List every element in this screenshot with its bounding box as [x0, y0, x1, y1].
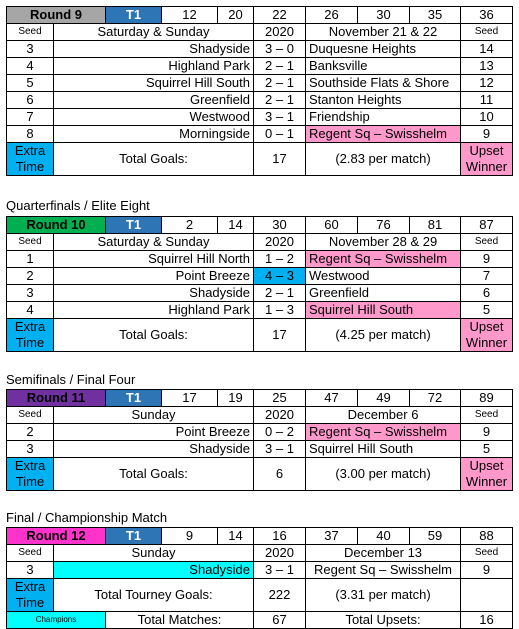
per-match: (4.25 per match): [306, 319, 461, 352]
away-team: Banksville: [306, 58, 461, 75]
round9-table: [6, 6, 513, 176]
score: 2 – 1: [254, 58, 306, 75]
seed-away: 9: [461, 562, 513, 579]
score: 2 – 1: [254, 75, 306, 92]
upset-winner-legend: Upset Winner: [461, 143, 513, 176]
table-row: [7, 268, 513, 285]
round9-info-row: [7, 24, 513, 41]
round10-info-row: [7, 234, 513, 251]
total-goals-label: Total Goals:: [54, 143, 254, 176]
home-team: Shadyside: [54, 41, 254, 58]
seed-away: 11: [461, 92, 513, 109]
seed-home: 8: [7, 126, 54, 143]
seed-away: 5: [461, 302, 513, 319]
home-team: Highland Park: [54, 302, 254, 319]
table-row: [7, 75, 513, 92]
score: 3 – 1: [254, 109, 306, 126]
seed-home: 3: [7, 285, 54, 302]
totals-row: [7, 143, 513, 176]
seed-header: Seed: [7, 545, 54, 562]
away-team: Westwood: [306, 268, 461, 285]
round11-num: 19: [218, 390, 254, 407]
seed-away: 5: [461, 441, 513, 458]
total-matches-value: 67: [254, 612, 306, 629]
seed-home: 3: [7, 562, 54, 579]
round11-table: [6, 389, 513, 491]
per-match: (3.31 per match): [306, 579, 461, 612]
score: 2 – 1: [254, 92, 306, 109]
seed-home: 3: [7, 441, 54, 458]
round12-date: December 13: [306, 545, 461, 562]
round9-t1: T1: [106, 7, 162, 24]
tourney-totals-row: [7, 612, 513, 629]
extra-time-legend: Extra Time: [7, 143, 54, 176]
round11-num: 25: [254, 390, 306, 407]
round12-num: 88: [461, 528, 513, 545]
round12-num: 14: [218, 528, 254, 545]
round9-year: 2020: [254, 24, 306, 41]
round11-date: December 6: [306, 407, 461, 424]
seed-away: 9: [461, 424, 513, 441]
round10-num: 81: [410, 217, 461, 234]
away-team-upset: Regent Sq – Swisshelm: [306, 126, 461, 143]
final-title: Final / Championship Match: [6, 510, 168, 525]
round10-num: 14: [218, 217, 254, 234]
champion-team: Shadyside: [54, 562, 254, 579]
home-team: Shadyside: [54, 285, 254, 302]
total-upsets-label: Total Upsets:: [306, 612, 461, 629]
seed-home: 4: [7, 302, 54, 319]
seed-away: 12: [461, 75, 513, 92]
round11-info-row: [7, 407, 513, 424]
round9-date: November 21 & 22: [306, 24, 461, 41]
total-goals-label: Total Goals:: [54, 458, 254, 491]
seed-away: 6: [461, 285, 513, 302]
round11-num: 72: [410, 390, 461, 407]
round9-num: 22: [254, 7, 306, 24]
away-team: Southside Flats & Shore: [306, 75, 461, 92]
away-team-upset: Regent Sq – Swisshelm: [306, 424, 461, 441]
round10-num: 76: [358, 217, 410, 234]
round11-num: 49: [358, 390, 410, 407]
round9-num: 26: [306, 7, 358, 24]
round10-num: 2: [162, 217, 218, 234]
seed-header: Seed: [7, 234, 54, 251]
round10-year: 2020: [254, 234, 306, 251]
round10-table: [6, 216, 513, 352]
seed-away: 7: [461, 268, 513, 285]
seed-home: 5: [7, 75, 54, 92]
round10-t1: T1: [106, 217, 162, 234]
home-team: Point Breeze: [54, 424, 254, 441]
round12-label: Round 12: [7, 528, 106, 545]
tourney-goals-row: [7, 579, 513, 612]
seed-home: 4: [7, 58, 54, 75]
seed-header: Seed: [461, 545, 513, 562]
away-team-upset: Regent Sq – Swisshelm: [306, 251, 461, 268]
score: 2 – 1: [254, 285, 306, 302]
total-upsets-value: 16: [461, 612, 513, 629]
score: 1 – 3: [254, 302, 306, 319]
round9-num: 30: [358, 7, 410, 24]
round12-info-row: [7, 545, 513, 562]
home-team: Highland Park: [54, 58, 254, 75]
round11-label: Round 11: [7, 390, 106, 407]
total-tourney-goals-label: Total Tourney Goals:: [54, 579, 254, 612]
seed-home: 7: [7, 109, 54, 126]
away-team: Regent Sq – Swisshelm: [306, 562, 461, 579]
home-team: Shadyside: [54, 441, 254, 458]
total-goals-value: 17: [254, 319, 306, 352]
round9-num: 35: [410, 7, 461, 24]
totals-row: [7, 319, 513, 352]
extra-time-legend: Extra Time: [7, 319, 54, 352]
round9-label: Round 9: [7, 7, 106, 24]
away-team-upset: Squirrel Hill South: [306, 302, 461, 319]
round11-num: 89: [461, 390, 513, 407]
seed-home: 6: [7, 92, 54, 109]
home-team: Westwood: [54, 109, 254, 126]
total-matches-label: Total Matches:: [106, 612, 254, 629]
table-row: [7, 441, 513, 458]
upset-winner-legend: Upset Winner: [461, 319, 513, 352]
total-goals-value: 17: [254, 143, 306, 176]
round10-num: 60: [306, 217, 358, 234]
table-row: [7, 41, 513, 58]
seed-home: 1: [7, 251, 54, 268]
round12-day: Sunday: [54, 545, 254, 562]
round10-header-row: [7, 217, 513, 234]
round12-table: [6, 527, 513, 629]
upset-winner-legend: Upset Winner: [461, 458, 513, 491]
round12-num: 40: [358, 528, 410, 545]
seed-away: 10: [461, 109, 513, 126]
table-row: [7, 424, 513, 441]
away-team: Stanton Heights: [306, 92, 461, 109]
score: 3 – 0: [254, 41, 306, 58]
round12-num: 9: [162, 528, 218, 545]
seed-away: 13: [461, 58, 513, 75]
per-match: (3.00 per match): [306, 458, 461, 491]
table-row: [7, 562, 513, 579]
extra-time-legend: Extra Time: [7, 458, 54, 491]
away-team: Greenfield: [306, 285, 461, 302]
round9-num: 36: [461, 7, 513, 24]
round10-num: 87: [461, 217, 513, 234]
table-row: [7, 302, 513, 319]
score: 3 – 1: [254, 441, 306, 458]
table-row: [7, 285, 513, 302]
round9-day: Saturday & Sunday: [54, 24, 254, 41]
totals-row: [7, 458, 513, 491]
home-team: Squirrel Hill North: [54, 251, 254, 268]
round12-num: 16: [254, 528, 306, 545]
round10-day: Saturday & Sunday: [54, 234, 254, 251]
score: 0 – 2: [254, 424, 306, 441]
score-extra-time: 4 – 3: [254, 268, 306, 285]
round11-num: 47: [306, 390, 358, 407]
seed-header: Seed: [7, 24, 54, 41]
away-team: Squirrel Hill South: [306, 441, 461, 458]
seed-home: 2: [7, 424, 54, 441]
seed-away: 9: [461, 251, 513, 268]
round12-num: 59: [410, 528, 461, 545]
quarterfinals-title: Quarterfinals / Elite Eight: [6, 198, 150, 213]
table-row: [7, 126, 513, 143]
total-goals-value: 6: [254, 458, 306, 491]
home-team: Squirrel Hill South: [54, 75, 254, 92]
round10-num: 30: [254, 217, 306, 234]
table-row: [7, 92, 513, 109]
seed-away: 9: [461, 126, 513, 143]
round10-label: Round 10: [7, 217, 106, 234]
score: 0 – 1: [254, 126, 306, 143]
total-tourney-goals-value: 222: [254, 579, 306, 612]
seed-header: Seed: [461, 24, 513, 41]
seed-away: 14: [461, 41, 513, 58]
score: 3 – 1: [254, 562, 306, 579]
round11-num: 17: [162, 390, 218, 407]
home-team: Morningside: [54, 126, 254, 143]
round12-year: 2020: [254, 545, 306, 562]
seed-header: Seed: [461, 407, 513, 424]
round11-header-row: [7, 390, 513, 407]
seed-home: 3: [7, 41, 54, 58]
round12-t1: T1: [106, 528, 162, 545]
round11-year: 2020: [254, 407, 306, 424]
score: 1 – 2: [254, 251, 306, 268]
seed-header: Seed: [461, 234, 513, 251]
round11-t1: T1: [106, 390, 162, 407]
round9-num: 12: [162, 7, 218, 24]
table-row: [7, 109, 513, 126]
away-team: Duquesne Heights: [306, 41, 461, 58]
total-goals-label: Total Goals:: [54, 319, 254, 352]
away-team: Friendship: [306, 109, 461, 126]
table-row: [7, 251, 513, 268]
round11-day: Sunday: [54, 407, 254, 424]
empty-cell: [461, 579, 513, 612]
extra-time-legend: Extra Time: [7, 579, 54, 612]
champions-legend: Champions: [7, 612, 106, 629]
round10-date: November 28 & 29: [306, 234, 461, 251]
round12-num: 37: [306, 528, 358, 545]
round9-header-row: [7, 7, 513, 24]
seed-home: 2: [7, 268, 54, 285]
seed-header: Seed: [7, 407, 54, 424]
home-team: Greenfield: [54, 92, 254, 109]
round12-header-row: [7, 528, 513, 545]
table-row: [7, 58, 513, 75]
home-team: Point Breeze: [54, 268, 254, 285]
semifinals-title: Semifinals / Final Four: [6, 372, 136, 387]
per-match: (2.83 per match): [306, 143, 461, 176]
round9-num: 20: [218, 7, 254, 24]
